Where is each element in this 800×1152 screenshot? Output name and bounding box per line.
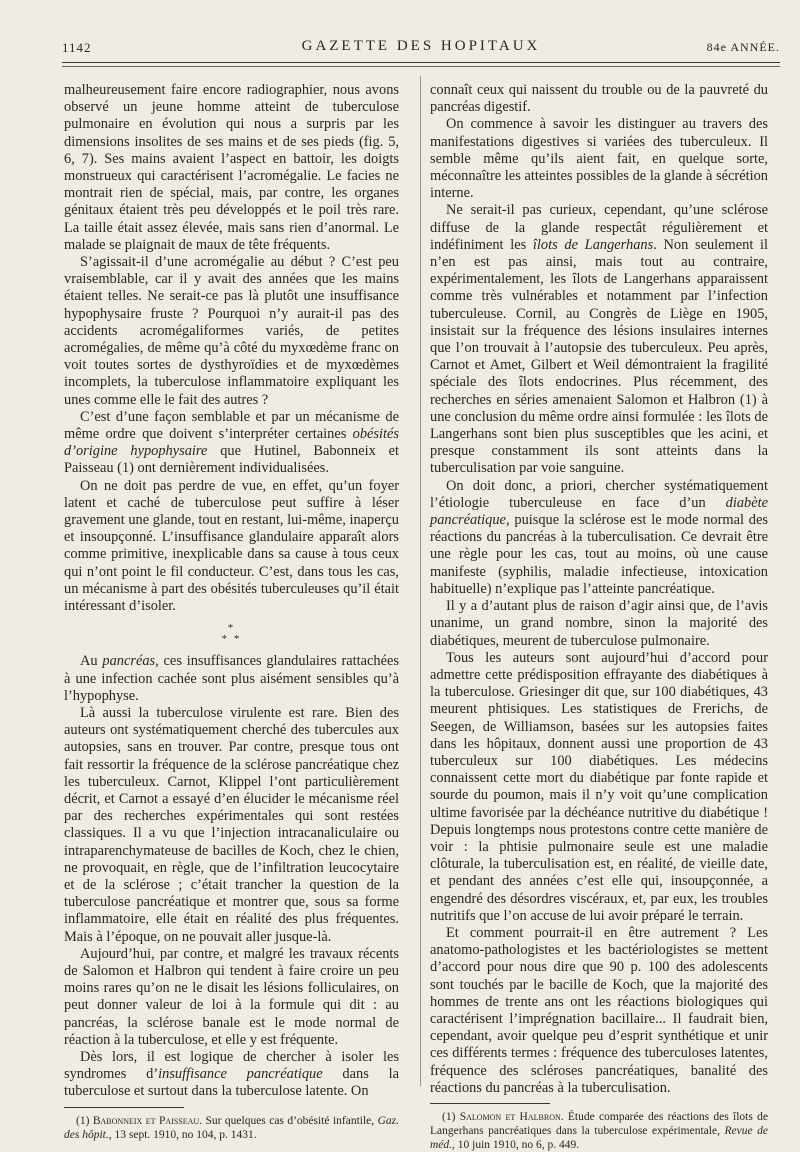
footnote-text: (1) Babonneix et Paisseau. Sur quelques cas d’obésité infantile, Gaz. des hôpit., 13 sept. 1910, no 104, p. 1431. <box>64 1114 399 1141</box>
right-column <box>430 82 768 1152</box>
italic-term: diabète pancréatique <box>430 494 768 529</box>
paragraph-text: dans la tuberculose et surtout dans la tuberculose latente. On <box>64 1066 399 1100</box>
footnote-source: Revue de méd. <box>430 1124 768 1151</box>
italic-term: obésités d’origine hypophysaire <box>64 426 400 460</box>
header-rule <box>62 62 780 63</box>
paragraph-text: On doit donc, a priori, chercher systématiquement l’étiologie tuberculeuse en face d’un <box>430 477 768 511</box>
footnote-authors: Salomon et Halbron <box>459 1110 561 1123</box>
asterism-star: * <box>227 622 236 635</box>
left-column <box>64 82 399 1142</box>
paragraph: Tous les auteurs sont aujourd’hui d’accord pour admettre cette prédisposition effrayante des diabétiques à la tuberculose. Griesinger dit que, sur 100 diabétiques, 43 meurent phtisiques. Les statistiques de Frerichs, de Seegen, de Williamson, basées sur les autopsies faites dans les hôpitaux, donnent aussi une proportion de 43 tuberculeux sur 100 diabétiques. Les médecins connaissent cette mort du diabétique par fonte rapide et sourde du poumon, mais il n’y voit qu’une complication ultime favorisée par la déchéance nutritive du diabétique ! Depuis longtemps nous protestons contre cette manière de voir : la phtisie pulmonaire seule est une maladie clôturale, la tuberculisation est, en réalité, de vieille date, et pendant des années c’est elle qui, insoupçonnée, a engendré des désordres viscéraux, et, par eux, les troubles nutritifs que l’on accuse de lui avoir préparé le terrain. <box>430 649 768 924</box>
header-rule-thin <box>62 66 780 67</box>
paragraph-text: que Hutinel, Babonneix et Paisseau (1) ont dernièrement individualisées. <box>64 443 399 477</box>
paragraph <box>430 202 768 477</box>
page-header <box>62 36 780 60</box>
paragraph: On ne doit pas perdre de vue, en effet, qu’un foyer latent et caché de tuberculose peut suffire à léser gravement une glande, tout en restant, lui-même, inaperçu et insoupçonné. L’insuffisance glandulaire apparaît alors comme primitive, inexplicable dans sa cause à tous ceux qui n’ont point le fil conducteur. C’est, dans tous les cas, un mécanisme à part des obésités tuberculeuses qu’il était intéressant d’isoler. <box>64 477 399 615</box>
footnote-rule <box>430 1103 550 1104</box>
footnote-text: (1) Salomon et Halbron. Étude comparée des réactions des îlots de Langerhans pancréatiques dans la tuberculose expérimentale, Revue de méd., 10 juin 1910, no 6, p. 449. <box>430 1110 768 1151</box>
paragraph-text: , puisque la sclérose est le mode normal des réactions du pancréas à la tuberculisation. Ce devrait être une règle pour les cas, tout au moins, où une cause manifeste (syphilis, maladie infectieuse, intoxication habituelle) n’explique pas l’atteinte pancréatique. <box>430 512 768 597</box>
paragraph: connaît ceux qui naissent du trouble ou de la pauvreté du pancréas digestif. <box>430 82 768 116</box>
section-asterism <box>64 623 399 645</box>
italic-term: insuffisance pancréatique <box>158 1066 323 1083</box>
asterism-pair: * * <box>221 633 242 646</box>
column-separator <box>420 76 421 1086</box>
footnote <box>64 1114 399 1142</box>
footnote-source: Gaz. des hôpit. <box>64 1114 399 1141</box>
paragraph: Aujourd’hui, par contre, et malgré les travaux récents de Salomon et Halbron qui tendent à faire croire un peu moins rares qu’on ne le disait les lésions folliculaires, on peut donner valeur de loi à la formule qui dit : au pancréas, la sclérose banale est le mode normal de réaction à la tuberculose, et elle y est fréquente. <box>64 945 399 1048</box>
paragraph: On commence à savoir les distinguer au travers des manifestations digestives si variées des tuberculeux. Il semble même qu’ils aient fait, en quelque sorte, méconnaître les atteintes possibles de la glande à sécrétion interne. <box>430 116 768 202</box>
footnote-authors: Babonneix et Paisseau <box>92 1114 200 1127</box>
italic-term: pancréas <box>102 653 156 670</box>
paragraph: Il y a d’autant plus de raison d’agir ainsi que, de l’avis unanime, un grand nombre, sinon la majorité des diabétiques, meurent de tuberculose pulmonaire. <box>430 598 768 649</box>
footnote-rule <box>64 1107 184 1108</box>
journal-title: GAZETTE DES HOPITAUX <box>301 38 541 54</box>
paragraph-text: Dès lors, il est logique de chercher à isoler les syndromes d’ <box>64 1048 399 1083</box>
paragraph-text: , ces insuffisances glandulaires rattachées à une infection cachée sont plus aisément sensibles qu’à l’hypophyse. <box>64 653 400 704</box>
paragraph-text: C’est d’une façon semblable et par un mécanisme de même ordre que doivent s’interpréter certaines <box>64 408 399 443</box>
paragraph <box>64 409 399 478</box>
paragraph: Là aussi la tuberculose virulente est rare. Bien des auteurs ont systématiquement cherché des tubercules aux autopsies, sans en trouver. Par contre, presque tous ont fait ressortir la fréquence de la sclérose pancréatique chez les tuberculeux. Carnot, Klippel l’ont particulièrement décrit, et Carnot a essayé d’en élucider le mécanisme réel par des recherches expérimentales qui sont restées classiques. Il a vu que l’injection intracanaliculaire ou intraparenchymateuse de bacilles de Koch, chez le chien, ne provoquait, en règle, que de l’infiltration leucocytaire et de la sclérose ; c’était trancher la question de la tuberculose pancréatique et montrer que, sous sa forme inflammatoire, elle était en réalité des plus fréquentes. Mais à l’époque, on ne pouvait aller jusque-là. <box>64 704 399 945</box>
paragraph <box>430 478 768 598</box>
paragraph <box>64 1049 399 1101</box>
paragraph-text: . Non seulement il n’en est pas ainsi, mais tout au contraire, expérimentalement, les îlots de Langerhans apparaissent comme très vulnérables et notamment par l’infection tuberculeuse. Cornil, au Congrès de Liège en 1905, insistait sur la fréquence des lésions insulaires internes que l’on trouvait à l’autopsie des tuberculeux. Peu après, Carnot et Amet, Gilbert et Weil démontraient la fragilité spéciale des îlots endocrines. Plus récemment, des recherches en séries amenaient Salomon et Halbron (1) à une conclusion du même ordre ainsi formulée : les îlots de Langerhans sont bien plus susceptibles que les acini, et presque constamment ils sont atteints dans la tuberculisation par voie sanguine. <box>430 236 769 477</box>
paragraph: malheureusement faire encore radiographier, nous avons observé un jeune homme atteint de tuberculose pulmonaire en évolution qui nous a surpris par les dimensions insolites de ses mains et de ses pieds (fig. 5, 6, 7). Ses mains avaient l’aspect en battoir, les doigts monstrueux qui caractérisent l’acromégalie. Le facies ne montrait rien de spécial, mais, par contre, les organes génitaux étaient très peu développés et le poil très rare. La taille était assez élevée, mais sans rien d’anormal. Le malade se plaignait de maux de tête fréquents. <box>64 82 399 253</box>
paragraph: S’agissait-il d’une acromégalie au début ? C’est peu vraisemblable, car il y avait des années que les mains étaient telles. Ne serait-ce pas là plutôt une insuffisance hypophysaire fruste ? Pourquoi n’y aurait-il pas des accidents acromégaliformes variés, de petites acromégalies, de même qu’à côté du myxœdème franc on voit toutes sortes de dysthyroïdies et de myxœdèmes incomplets, la tuberculose inflammatoire expliquant les unes comme elle le fait des autres ? <box>64 254 399 408</box>
paragraph-text: Ne serait-il pas curieux, cependant, qu’une sclérose diffuse de la glande respectât régulièrement et indéfiniment les <box>430 202 768 253</box>
paragraph-text: Au <box>80 653 103 670</box>
page-number: 1142 <box>62 40 92 55</box>
italic-term: îlots de Langerhans <box>532 236 654 253</box>
paragraph <box>64 653 399 705</box>
paragraph: Et comment pourrait-il en être autrement ? Les anatomo-pathologistes et les bactériologistes se mettent d’accord pour nous dire que 90 p. 100 des adolescents sont touchés par le bacille de Koch, que la majorité des hommes de trente ans ont les réactions biologiques qui caractérisent l’imprégnation bacillaire... Il faudrait bien, cependant, avoir quelque peu d’esprit synthétique et unir ces différents termes : fréquence des tuberculoses latentes, fréquence des scléroses pancréatiques, banalité des réactions du pancréas à la tuberculisation. <box>430 924 768 1096</box>
journal-year: 84e ANNÉE. <box>706 40 780 54</box>
